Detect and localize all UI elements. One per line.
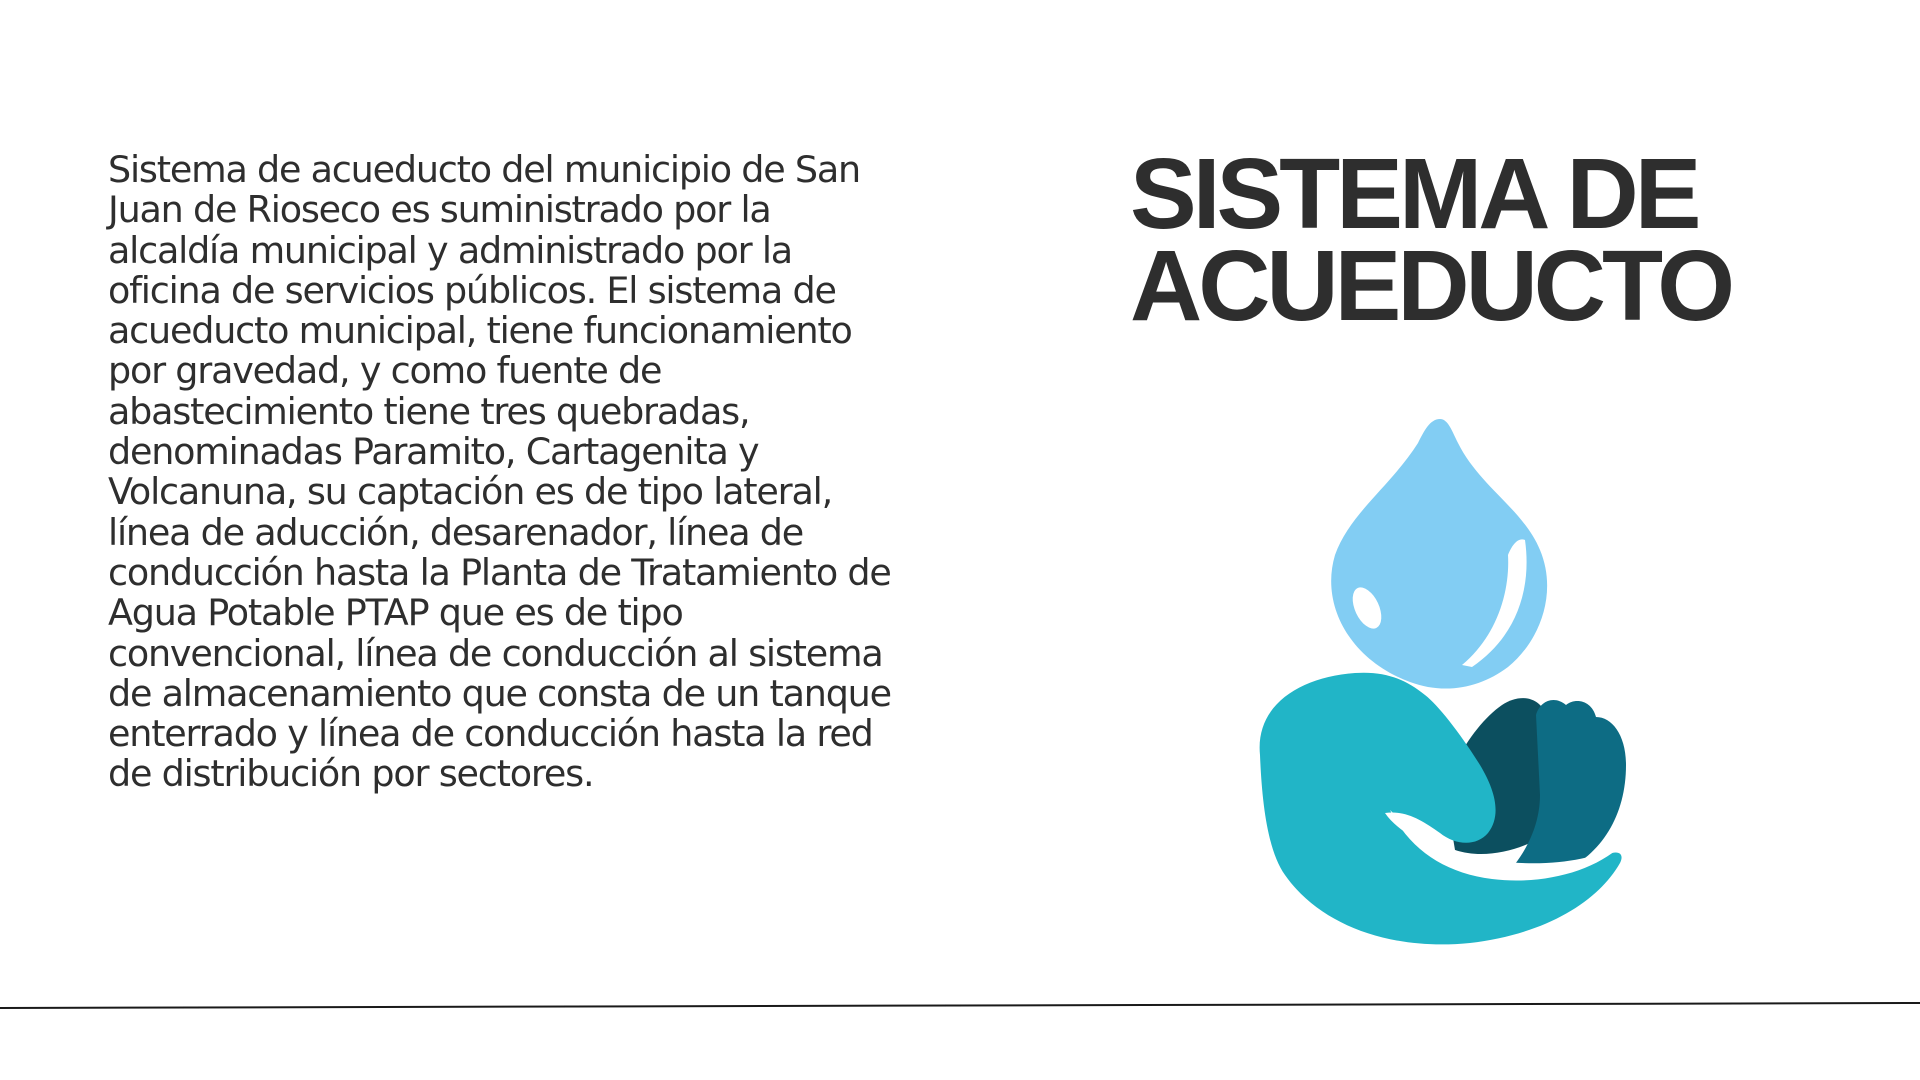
title-line-2: ACUEDUCTO	[1130, 230, 1732, 342]
water-drop-hand-icon	[1240, 405, 1640, 945]
page-title	[1130, 138, 1890, 342]
title-line-1: SISTEMA DE	[1130, 138, 1698, 250]
body-paragraph: Sistema de acueducto del municipio de San Juan de Rioseco es suministrado por la alcaldía municipal y administrado por la oficina de servicios públicos. El sistema de acueducto municipal, tiene funcionamiento por gravedad, y como fuente de abastecimiento tiene tres quebradas, denominadas Paramito, Cartagenita y Volcanuna, su captación es de tipo lateral, línea de aducción, desarenador, línea de conducción hasta la Planta de Tratamiento de Agua Potable PTAP que es de tipo convencional, línea de conducción al sistema de almacenamiento que consta de un tanque enterrado y línea de conducción hasta la red de distribución por sectores.	[108, 148, 891, 796]
